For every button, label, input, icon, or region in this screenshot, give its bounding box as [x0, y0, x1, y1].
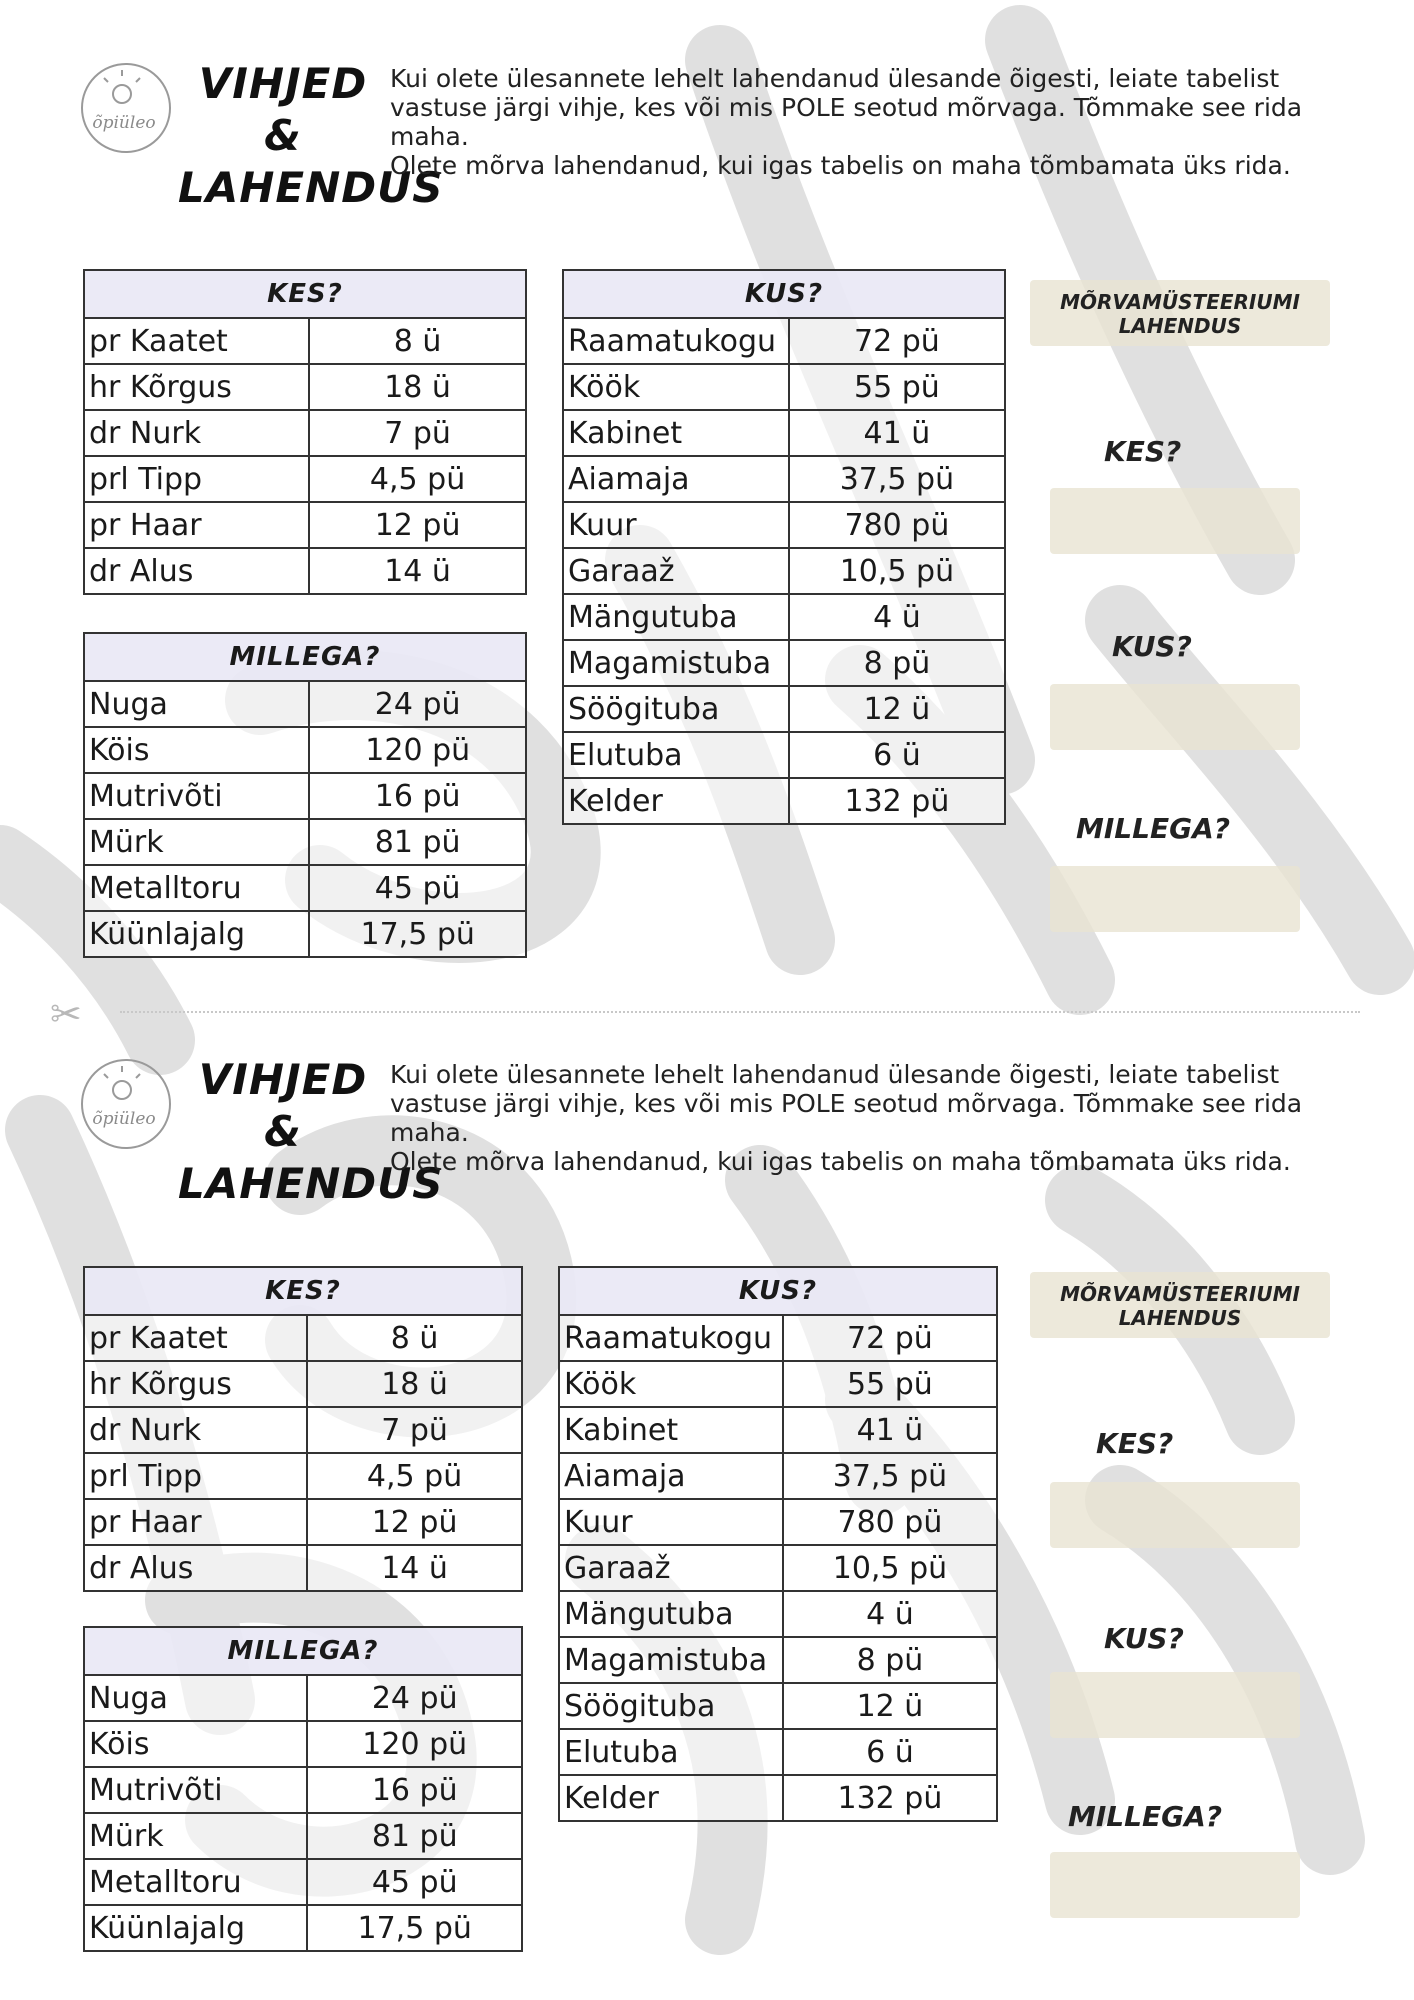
- weapon-name: Nuga: [84, 681, 309, 727]
- clue-value: 7 pü: [307, 1407, 522, 1453]
- table-row[interactable]: [559, 1545, 997, 1591]
- table-row[interactable]: [84, 911, 526, 957]
- solution-panel: [1030, 1272, 1330, 1892]
- solution-title-line-1: MÕRVAMÜSTEERIUMI: [1060, 290, 1300, 314]
- table-row[interactable]: [84, 727, 526, 773]
- title-ampersand: &: [264, 1107, 302, 1156]
- table-row[interactable]: [84, 681, 526, 727]
- location-name: Garaaž: [559, 1545, 783, 1591]
- clue-value: 4 ü: [783, 1591, 997, 1637]
- clue-value: 55 pü: [789, 364, 1005, 410]
- answer-millega-field[interactable]: [1050, 866, 1300, 932]
- location-name: Kuur: [563, 502, 789, 548]
- solution-title-line-1: MÕRVAMÜSTEERIUMI: [1060, 1282, 1300, 1306]
- suspect-name: pr Kaatet: [84, 318, 309, 364]
- clue-value: 12 ü: [783, 1683, 997, 1729]
- clue-value: 4,5 pü: [309, 456, 526, 502]
- suspect-name: pr Haar: [84, 502, 309, 548]
- kus-table: [558, 1266, 998, 1822]
- kes-table-header: KES?: [84, 1267, 522, 1315]
- table-row[interactable]: [84, 819, 526, 865]
- table-row[interactable]: [84, 773, 526, 819]
- table-row[interactable]: [563, 686, 1005, 732]
- table-row[interactable]: [84, 1905, 522, 1951]
- weapon-name: Mürk: [84, 819, 309, 865]
- location-name: Kabinet: [563, 410, 789, 456]
- table-row[interactable]: [84, 410, 526, 456]
- table-row[interactable]: [84, 1361, 522, 1407]
- table-row[interactable]: [84, 1453, 522, 1499]
- table-row[interactable]: [84, 1859, 522, 1905]
- title-line-2: LAHENDUS: [178, 1159, 444, 1208]
- table-row[interactable]: [84, 456, 526, 502]
- clue-value: 41 ü: [789, 410, 1005, 456]
- section-1: [0, 0, 1414, 990]
- kus-table-header: KUS?: [559, 1267, 997, 1315]
- table-row[interactable]: [84, 1721, 522, 1767]
- table-row[interactable]: [559, 1453, 997, 1499]
- title-line-2: LAHENDUS: [178, 163, 444, 212]
- table-row[interactable]: [84, 318, 526, 364]
- table-row[interactable]: [559, 1591, 997, 1637]
- clue-value: 45 pü: [307, 1859, 522, 1905]
- kes-table: [83, 269, 527, 595]
- location-name: Kabinet: [559, 1407, 783, 1453]
- answer-millega-label: MILLEGA?: [1076, 812, 1230, 845]
- solution-title-line-2: LAHENDUS: [1118, 314, 1242, 338]
- table-row[interactable]: [559, 1315, 997, 1361]
- table-row[interactable]: [84, 1767, 522, 1813]
- location-name: Aiamaja: [563, 456, 789, 502]
- clue-value: 17,5 pü: [309, 911, 526, 957]
- table-row[interactable]: [84, 548, 526, 594]
- suspect-name: dr Nurk: [84, 410, 309, 456]
- weapon-name: Metalltoru: [84, 865, 309, 911]
- clue-value: 81 pü: [309, 819, 526, 865]
- clue-value: 4,5 pü: [307, 1453, 522, 1499]
- location-name: Köök: [559, 1361, 783, 1407]
- millega-table-header: MILLEGA?: [84, 633, 526, 681]
- instructions-paragraph: Olete mõrva lahendanud, kui igas tabelis on maha tõmbamata üks rida.: [390, 1147, 1291, 1176]
- clue-value: 14 ü: [309, 548, 526, 594]
- clue-value: 24 pü: [309, 681, 526, 727]
- instructions-paragraph: Kui olete ülesannete lehelt lahendanud ülesande õigesti, leiate tabelist vastuse järgi vihje, kes või mis POLE seotud mõrvaga. Tõmmake see rida maha.: [390, 1060, 1303, 1147]
- kes-table-header: KES?: [84, 270, 526, 318]
- answer-millega-field[interactable]: [1050, 1852, 1300, 1918]
- table-row[interactable]: [563, 548, 1005, 594]
- table-row[interactable]: [84, 1407, 522, 1453]
- location-name: Raamatukogu: [563, 318, 789, 364]
- title-line-1: VIHJED: [198, 59, 368, 108]
- answer-millega-label: MILLEGA?: [1068, 1800, 1222, 1833]
- clue-value: 12 pü: [307, 1499, 522, 1545]
- page-title: [178, 1054, 444, 1210]
- location-name: Kelder: [563, 778, 789, 824]
- answer-kus-label: KUS?: [1104, 1622, 1184, 1655]
- clue-value: 132 pü: [789, 778, 1005, 824]
- table-row[interactable]: [563, 732, 1005, 778]
- location-name: Elutuba: [559, 1729, 783, 1775]
- location-name: Mängutuba: [559, 1591, 783, 1637]
- table-row[interactable]: [84, 364, 526, 410]
- weapon-name: Mutrivõti: [84, 1767, 307, 1813]
- table-row[interactable]: [563, 364, 1005, 410]
- weapon-name: Köis: [84, 1721, 307, 1767]
- location-name: Kelder: [559, 1775, 783, 1821]
- svg-text:õpiüleo: õpiüleo: [92, 1109, 156, 1129]
- table-row[interactable]: [559, 1361, 997, 1407]
- clue-value: 16 pü: [309, 773, 526, 819]
- location-name: Aiamaja: [559, 1453, 783, 1499]
- suspect-name: pr Haar: [84, 1499, 307, 1545]
- suspect-name: pr Kaatet: [84, 1315, 307, 1361]
- location-name: Garaaž: [563, 548, 789, 594]
- clue-value: 72 pü: [789, 318, 1005, 364]
- location-name: Magamistuba: [563, 640, 789, 686]
- answer-kes-field[interactable]: [1050, 488, 1300, 554]
- location-name: Söögituba: [563, 686, 789, 732]
- weapon-name: Köis: [84, 727, 309, 773]
- title-line-1: VIHJED: [198, 1055, 368, 1104]
- opiuleo-logo-icon: [66, 54, 186, 154]
- clue-value: 8 pü: [789, 640, 1005, 686]
- weapon-name: Metalltoru: [84, 1859, 307, 1905]
- instructions-paragraph: Olete mõrva lahendanud, kui igas tabelis on maha tõmbamata üks rida.: [390, 151, 1291, 180]
- location-name: Köök: [563, 364, 789, 410]
- weapon-name: Küünlajalg: [84, 911, 309, 957]
- table-row[interactable]: [563, 594, 1005, 640]
- clue-value: 8 pü: [783, 1637, 997, 1683]
- clue-value: 41 ü: [783, 1407, 997, 1453]
- instructions-paragraph: Kui olete ülesannete lehelt lahendanud ülesande õigesti, leiate tabelist vastuse järgi vihje, kes või mis POLE seotud mõrvaga. Tõmmake see rida maha.: [390, 64, 1303, 151]
- table-row[interactable]: [84, 1813, 522, 1859]
- clue-value: 16 pü: [307, 1767, 522, 1813]
- kus-table-header: KUS?: [563, 270, 1005, 318]
- clue-value: 55 pü: [783, 1361, 997, 1407]
- clue-value: 132 pü: [783, 1775, 997, 1821]
- suspect-name: hr Kõrgus: [84, 1361, 307, 1407]
- millega-table: [83, 1626, 523, 1952]
- clue-value: 12 ü: [789, 686, 1005, 732]
- table-row[interactable]: [563, 502, 1005, 548]
- clue-value: 780 pü: [783, 1499, 997, 1545]
- millega-table: [83, 632, 527, 958]
- clue-value: 8 ü: [309, 318, 526, 364]
- clue-value: 120 pü: [307, 1721, 522, 1767]
- location-name: Kuur: [559, 1499, 783, 1545]
- answer-kes-label: KES?: [1104, 435, 1182, 468]
- location-name: Söögituba: [559, 1683, 783, 1729]
- table-row[interactable]: [84, 502, 526, 548]
- clue-value: 6 ü: [783, 1729, 997, 1775]
- solution-title-line-2: LAHENDUS: [1118, 1306, 1242, 1330]
- solution-title: [1030, 290, 1330, 338]
- scissors-icon: ✂: [50, 992, 82, 1036]
- answer-kus-label: KUS?: [1112, 630, 1192, 663]
- table-row[interactable]: [563, 410, 1005, 456]
- location-name: Mängutuba: [563, 594, 789, 640]
- clue-value: 17,5 pü: [307, 1905, 522, 1951]
- title-ampersand: &: [264, 111, 302, 160]
- answer-kus-field[interactable]: [1050, 684, 1300, 750]
- clue-value: 81 pü: [307, 1813, 522, 1859]
- table-row[interactable]: [563, 778, 1005, 824]
- table-row[interactable]: [563, 318, 1005, 364]
- page-title: [178, 58, 444, 214]
- weapon-name: Mürk: [84, 1813, 307, 1859]
- clue-value: 10,5 pü: [789, 548, 1005, 594]
- table-row[interactable]: [559, 1683, 997, 1729]
- table-row[interactable]: [84, 1499, 522, 1545]
- opiuleo-logo-icon: [66, 1050, 186, 1150]
- table-row[interactable]: [559, 1775, 997, 1821]
- clue-value: 7 pü: [309, 410, 526, 456]
- clue-value: 37,5 pü: [789, 456, 1005, 502]
- section-2: [0, 996, 1414, 1986]
- suspect-name: dr Nurk: [84, 1407, 307, 1453]
- clue-value: 14 ü: [307, 1545, 522, 1591]
- millega-table-header: MILLEGA?: [84, 1627, 522, 1675]
- clue-value: 18 ü: [309, 364, 526, 410]
- suspect-name: hr Kõrgus: [84, 364, 309, 410]
- instructions: [390, 64, 1330, 180]
- clue-value: 37,5 pü: [783, 1453, 997, 1499]
- location-name: Raamatukogu: [559, 1315, 783, 1361]
- table-row[interactable]: [84, 1675, 522, 1721]
- svg-text:õpiüleo: õpiüleo: [92, 113, 156, 133]
- suspect-name: prl Tipp: [84, 1453, 307, 1499]
- instructions: [390, 1060, 1330, 1176]
- clue-value: 120 pü: [309, 727, 526, 773]
- location-name: Magamistuba: [559, 1637, 783, 1683]
- solution-panel: [1030, 280, 1330, 900]
- kus-table: [562, 269, 1006, 825]
- table-row[interactable]: [559, 1499, 997, 1545]
- weapon-name: Nuga: [84, 1675, 307, 1721]
- table-row[interactable]: [559, 1729, 997, 1775]
- answer-kus-field[interactable]: [1050, 1672, 1300, 1738]
- suspect-name: prl Tipp: [84, 456, 309, 502]
- clue-value: 18 ü: [307, 1361, 522, 1407]
- clue-value: 12 pü: [309, 502, 526, 548]
- clue-value: 72 pü: [783, 1315, 997, 1361]
- clue-value: 780 pü: [789, 502, 1005, 548]
- table-row[interactable]: [563, 640, 1005, 686]
- clue-value: 24 pü: [307, 1675, 522, 1721]
- clue-value: 4 ü: [789, 594, 1005, 640]
- table-row[interactable]: [559, 1637, 997, 1683]
- clue-value: 45 pü: [309, 865, 526, 911]
- kes-table: [83, 1266, 523, 1592]
- table-row[interactable]: [84, 1545, 522, 1591]
- answer-kes-label: KES?: [1096, 1427, 1174, 1460]
- weapon-name: Küünlajalg: [84, 1905, 307, 1951]
- suspect-name: dr Alus: [84, 548, 309, 594]
- location-name: Elutuba: [563, 732, 789, 778]
- table-row[interactable]: [84, 1315, 522, 1361]
- clue-value: 10,5 pü: [783, 1545, 997, 1591]
- table-row[interactable]: [563, 456, 1005, 502]
- table-row[interactable]: [84, 865, 526, 911]
- table-row[interactable]: [559, 1407, 997, 1453]
- clue-value: 8 ü: [307, 1315, 522, 1361]
- answer-kes-field[interactable]: [1050, 1482, 1300, 1548]
- weapon-name: Mutrivõti: [84, 773, 309, 819]
- solution-title: [1030, 1282, 1330, 1330]
- clue-value: 6 ü: [789, 732, 1005, 778]
- suspect-name: dr Alus: [84, 1545, 307, 1591]
